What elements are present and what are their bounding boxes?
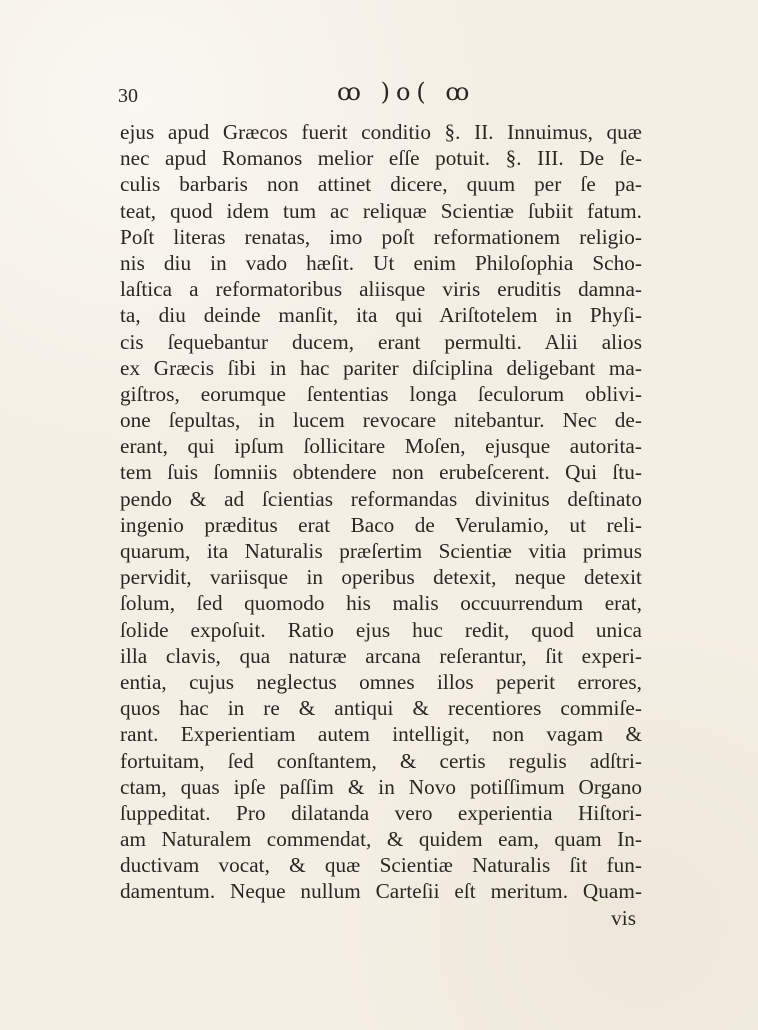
text-line: damentum. Neque nullum Carteſii eſt meritum. Quam- (120, 879, 642, 904)
text-line: quos hac in re & antiqui & recentiores commiſe- (120, 696, 642, 721)
text-line: ſolide expoſuit. Ratio ejus huc redit, quod unica (120, 617, 642, 642)
text-line: ejus apud Græcos fuerit conditio §. II. Innuimus, quæ (120, 120, 642, 144)
text-line: fortuitam, ſed conſtantem, & certis regulis adſtri- (120, 748, 642, 773)
text-line: tem ſuis ſomniis obtendere non erubeſcerent. Qui ſtu- (120, 460, 642, 485)
text-line: culis barbaris non attinet dicere, quum per ſe pa- (120, 172, 642, 197)
text-line: laſtica a reformatoribus aliisque viris eruditis damna- (120, 277, 642, 302)
header-ornament: ꝏ )o( ꝏ (337, 78, 476, 106)
text-line: one ſepultas, in lucem revocare nitebantur. Nec de- (120, 408, 642, 433)
body-text (120, 119, 642, 931)
text-line: ſuppeditat. Pro dilatanda vero experientia Hiſtori- (120, 800, 642, 825)
text-line: ingenio præditus erat Baco de Verulamio, ut reli- (120, 512, 642, 537)
text-line: teat, quod idem tum ac reliquæ Scientiæ ſubiit fatum. (120, 198, 642, 223)
text-line: cis ſequebantur ducem, erant permulti. Alii alios (120, 329, 642, 354)
text-line: ta, diu deinde manſit, ita qui Ariſtotelem in Phyſi- (120, 303, 642, 328)
text-line: entia, cujus neglectus omnes illos peperit errores, (120, 669, 642, 694)
text-line: pervidit, variisque in operibus detexit, neque detexit (120, 565, 642, 590)
text-line: giſtros, eorumque ſententias longa ſeculorum oblivi- (120, 381, 642, 406)
text-line: erant, qui ipſum ſollicitare Moſen, ejusque autorita- (120, 434, 642, 459)
text-line: ductivam vocat, & quæ Scientiæ Naturalis ſit fun- (120, 853, 642, 878)
text-line: nec apud Romanos melior eſſe potuit. §. III. De ſe- (120, 146, 642, 171)
text-line: quarum, ita Naturalis præſertim Scientiæ vitia primus (120, 539, 642, 563)
text-line: Poſt literas renatas, imo poſt reformationem religio- (120, 224, 642, 249)
text-line: ctam, quas ipſe paſſim & in Novo potiſſimum Organo (120, 774, 642, 799)
text-line: nis diu in vado hæſit. Ut enim Philoſophia Scho- (120, 250, 642, 275)
text-line: illa clavis, qua naturæ arcana reſerantur, ſit experi- (120, 643, 642, 668)
page-header (0, 78, 758, 118)
text-line: pendo & ad ſcientias reformandas divinitus deſtinato (120, 486, 642, 511)
text-line: ſolum, ſed quomodo his malis occuurrendum erat, (120, 591, 642, 616)
text-line: rant. Experientiam autem intelligit, non vagam & (120, 722, 642, 747)
catchword: vis (611, 905, 636, 930)
text-line: am Naturalem commendat, & quidem eam, quam In- (120, 827, 642, 852)
page-number: 30 (118, 85, 138, 107)
text-line: ex Græcis ſibi in hac pariter diſciplina deligebant ma- (120, 355, 642, 380)
